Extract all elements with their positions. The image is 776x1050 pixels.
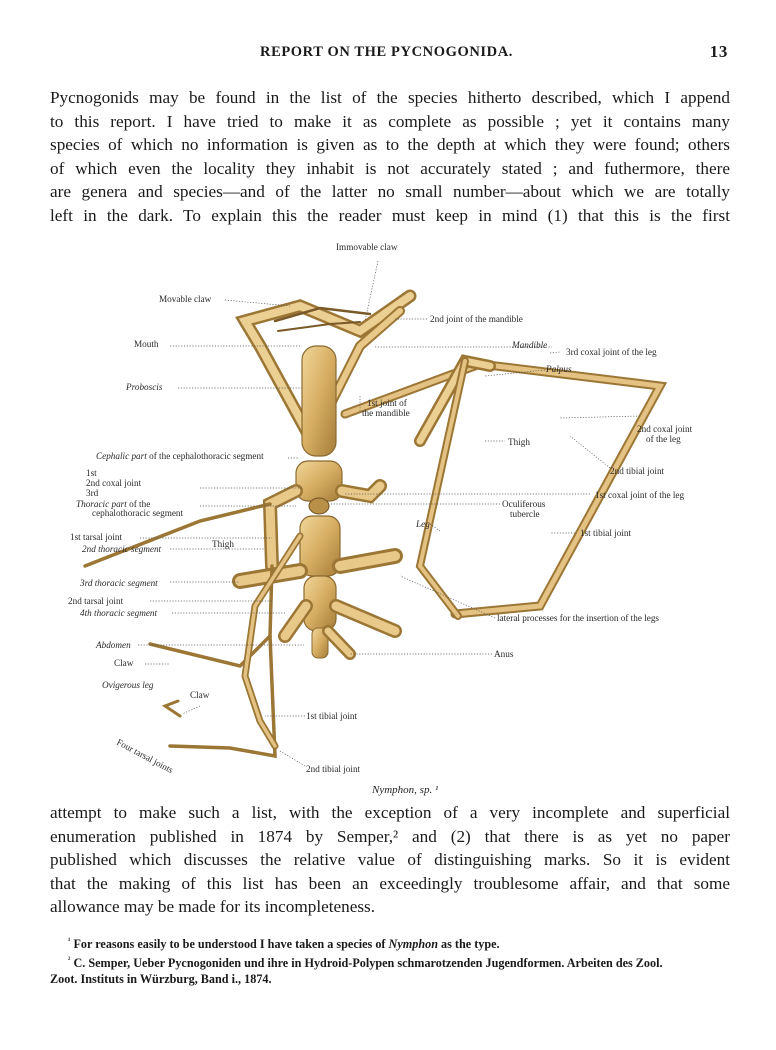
label-mouth: Mouth (134, 339, 159, 349)
paragraph-bottom (50, 801, 730, 919)
page-number: 13 (709, 42, 728, 61)
figure-caption: Nymphon, sp. ¹ (372, 784, 439, 796)
label-2nd-tibial-right: 2nd tibial joint (610, 466, 665, 476)
label-1st-tibial-right: 1st tibial joint (580, 528, 632, 538)
label-abdomen: Abdomen (96, 640, 131, 650)
text-line: Pycnogonids may be found in the list of the species hitherto described, which I append (50, 88, 730, 107)
figure-drawing (60, 236, 720, 796)
label-thigh-right: Thigh (508, 437, 530, 447)
paragraph-top (50, 86, 730, 228)
label-movable-claw: Movable claw (159, 294, 212, 304)
pycnogonid-figure (60, 236, 720, 796)
label-thoracic-italic: Thoracic part (76, 499, 127, 509)
ovigerous-leg (165, 536, 300, 746)
label-2nd-tarsal: 2nd tarsal joint (68, 596, 124, 606)
label-immovable-claw: Immovable claw (336, 242, 398, 252)
label-2nd-tibial-bottom: 2nd tibial joint (306, 764, 361, 774)
label-lateral-processes: lateral processes for the insertion of the legs (497, 613, 660, 623)
text-line: allowance may be made for its incompleteness. (50, 897, 376, 917)
text-line: enumeration published in 1874 by Semper,² and (2) that there is as yet no paper (50, 826, 730, 846)
text-line: of which even the locality they inhabit is not accurately stated ; and futhermore, there (50, 158, 730, 178)
footnotes (50, 933, 740, 987)
text-line: that the making of this list has been an exceedingly troublesome affair, and that some (50, 873, 730, 893)
text-line: published which discusses the relative value of distinguishing marks. So it is evident (50, 850, 730, 870)
text-line: are genera and species—and of the latter no small number—about which we are totally (50, 182, 730, 202)
footnote-2 (50, 952, 740, 971)
label-1st-tibial-bottom: 1st tibial joint (306, 711, 358, 721)
text-line: attempt to make such a list, with the exception of a very incomplete and superficial (50, 803, 730, 822)
footnote-1 (50, 933, 740, 952)
label-1st-joint-mandible-b: the mandible (362, 408, 410, 418)
footnote-2-text-a: C. Semper, Ueber Pycnogoniden und ihre in Hydroid-Polypen schmarotzenden Jugendformen. Arbeiten des Zool. (73, 956, 663, 971)
label-oculiferous-a: Oculiferous (502, 499, 546, 509)
label-2nd-coxal-a: 2nd coxal joint (637, 424, 693, 434)
label-3rd-coxal: 3rd coxal joint of the leg (566, 347, 657, 357)
label-ovigerous-leg: Ovigerous leg (102, 680, 154, 690)
label-claw-left: Claw (114, 658, 134, 668)
label-cephalic-italic: Cephalic part (96, 451, 147, 461)
footnote-1-text-a: For reasons easily to be understood I have taken a species of (73, 937, 389, 952)
label-coxal-joint: 2nd coxal joint (86, 478, 142, 488)
footnote-2-mark: ² (68, 955, 71, 965)
label-claw-bottom: Claw (190, 690, 210, 700)
text-line: left in the dark. To explain this the reader must keep in mind (1) that this is the first (50, 205, 730, 225)
footnote-1-italic: Nymphon (388, 937, 438, 952)
label-cephalothoracic-segment: cephalothoracic segment (92, 508, 184, 518)
label-1st-coxal: 1st coxal joint of the leg (595, 490, 685, 500)
label-thigh-left: Thigh (212, 539, 234, 549)
label-2nd-thoracic: 2nd thoracic segment (82, 544, 162, 554)
label-3rd: 3rd (86, 488, 99, 498)
footnote-1-text-b: as the type. (437, 937, 500, 952)
label-cephalic-part (96, 451, 264, 461)
running-head-title: REPORT ON THE PYCNOGONIDA. (260, 44, 514, 60)
label-four-tarsal-joints: Four tarsal joints (115, 736, 175, 776)
footnote-1-mark: ¹ (68, 936, 71, 945)
label-palpus: Palpus (546, 364, 572, 374)
leader-lines (138, 261, 640, 766)
label-1st-joint-mandible-a: 1st joint of (367, 398, 407, 408)
label-thoracic-of: of the (126, 499, 151, 509)
label-1st: 1st (86, 468, 97, 478)
label-2nd-joint-mandible: 2nd joint of the mandible (430, 314, 523, 324)
label-proboscis: Proboscis (126, 382, 163, 392)
label-cephalic-rest: of the cephalothoracic segment (146, 451, 264, 461)
label-2nd-coxal-b: of the leg (646, 434, 681, 444)
label-4th-thoracic: 4th thoracic segment (80, 608, 158, 618)
label-oculiferous-b: tubercle (510, 509, 540, 519)
label-anus: Anus (494, 649, 514, 659)
running-head (260, 44, 740, 64)
label-leg: Leg (416, 519, 430, 529)
label-3rd-thoracic: 3rd thoracic segment (80, 578, 158, 588)
label-mandible: Mandible (512, 340, 548, 350)
text-line: species of which no information is given as to the depth at which they were found; others (50, 135, 730, 155)
text-line: to this report. I have tried to make it as complete as possible ; yet it contains many (50, 111, 730, 131)
footnote-2-continued: Zoot. Instituts in Würzburg, Band i., 1874. (50, 972, 272, 987)
label-1st-tarsal: 1st tarsal joint (70, 532, 123, 542)
